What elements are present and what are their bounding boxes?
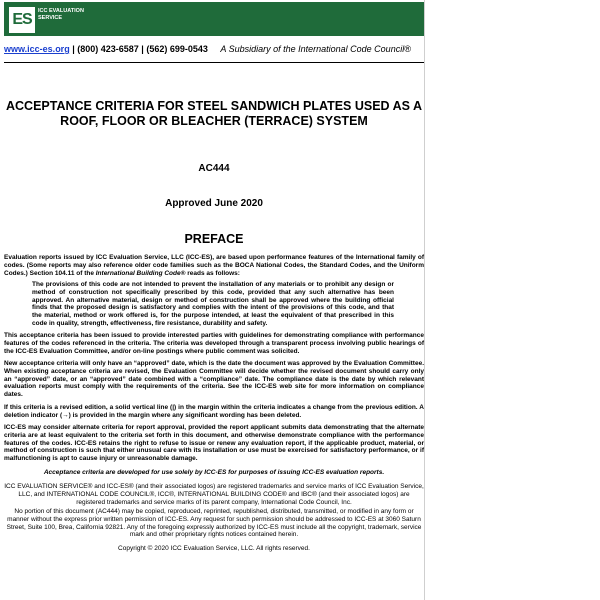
approved-date: Approved June 2020 [165, 198, 263, 209]
reproduction-notice: No portion of this document (AC444) may be copied, reproduced, reprinted, republished, distributed, transmitted, or modified in any form or manner without the express prior written permission of ICC-ES. Any request for such permission should be addressed to ICC-ES at 3060 Saturn Street, Suite 100, Brea, California 92821. Any of the foregoing expressly authorized by ICC-ES must include all the copyright, trademark, service mark and other proprietary rights notices contained herein. [6, 508, 422, 539]
phone-1: (800) 423-6587 [77, 44, 139, 54]
code-quote: The provisions of this code are not intended to prevent the installation of any materials or to prohibit any design or method of construction not specifically prescribed by this code, provided that any such alternative has been approved. An alternative material, design or method of construction shall be approved where the building official finds that the proposed design is satisfactory and complies with the intent of the provisions of this code, and that the material, method or work offered is, for the purpose intended, at least the equivalent of that prescribed in this code in quality, strength, effectiveness, fire resistance, durability and safety. [32, 281, 394, 327]
icc-es-logo [8, 6, 36, 34]
header-rule [4, 62, 424, 63]
trademark-notice: ICC EVALUATION SERVICE® and ICC-ES® (and their associated logos) are registered trademarks and service marks of ICC Evaluation Service, LLC, and INTERNATIONAL CODE COUNCIL®, ICC®, INTERNATIONAL BUILDING CODE® and IBC® (and their associated logos) are registered trademarks and service marks of its parent company, International Code Council, Inc. [4, 483, 424, 506]
contact-line [4, 44, 424, 54]
header-banner [4, 2, 424, 36]
document-title: ACCEPTANCE CRITERIA FOR STEEL SANDWICH PLATES USED AS A ROOF, FLOOR OR BLEACHER (TERRACE) SYSTEM [6, 99, 422, 128]
phone-2: (562) 699-0543 [146, 44, 208, 54]
logo-letters: ES [12, 11, 32, 28]
preface-heading: PREFACE [184, 232, 244, 246]
copyright-notice: Copyright © 2020 ICC Evaluation Service, LLC. All rights reserved. [118, 545, 310, 552]
paragraph-1: Evaluation reports issued by ICC Evaluation Service, LLC (ICC-ES), are based upon performance features of the International family of codes. (Some reports may also reference older code families such as the BOCA National Codes, the Standard Codes, and the Uniform Codes.) Section 104.11 of the International Building Code® reads as follows: [4, 254, 424, 277]
separator: | [72, 44, 78, 54]
paragraph-4: If this criteria is a revised edition, a solid vertical line (|) in the margin within the criteria indicates a change from the previous edition. A deletion indicator (→) is provided in the margin where any significant wording has been deleted. [4, 404, 424, 419]
italic-note: Acceptance criteria are developed for use solely by ICC-ES for purposes of issuing ICC-ES evaluation reports. [43, 469, 385, 476]
logo-text: ICC EVALUATION SERVICE [38, 8, 84, 21]
website-link[interactable]: www.icc-es.org [4, 44, 70, 54]
subsidiary-text: A Subsidiary of the International Code Council® [220, 44, 411, 54]
paragraph-3: New acceptance criteria will only have an “approved” date, which is the date the document was approved by the Evaluation Committee. When existing acceptance criteria are revised, the Evaluation Committee will decide whether the revised document should carry only an “approved” date, or an “approved” date combined with a “compliance” date. The compliance date is the date by which relevant evaluation reports must comply with the requirements of the criteria. See the ICC-ES web site for more information on compliance dates. [4, 360, 424, 399]
paragraph-5: ICC-ES may consider alternate criteria for report approval, provided the report applicant submits data demonstrating that the alternate criteria are at least equivalent to the criteria set forth in this document, and otherwise demonstrate compliance with the performance features of the codes. ICC-ES retains the right to refuse to issue or renew any evaluation report, if the applicable product, material, or method of construction is such that either unusual care with its installation or use must be exercised for satisfactory performance, or if malfunctioning is apt to cause injury or unreasonable damage. [4, 424, 424, 463]
paragraph-2: This acceptance criteria has been issued to provide interested parties with guidelines for demonstrating compliance with performance features of the codes referenced in the criteria. The criteria was developed through a transparent process involving public hearings of the ICC-ES Evaluation Committee, and/or on-line postings where public comment was solicited. [4, 332, 424, 355]
separator: | [141, 44, 147, 54]
document-code: AC444 [198, 163, 230, 174]
